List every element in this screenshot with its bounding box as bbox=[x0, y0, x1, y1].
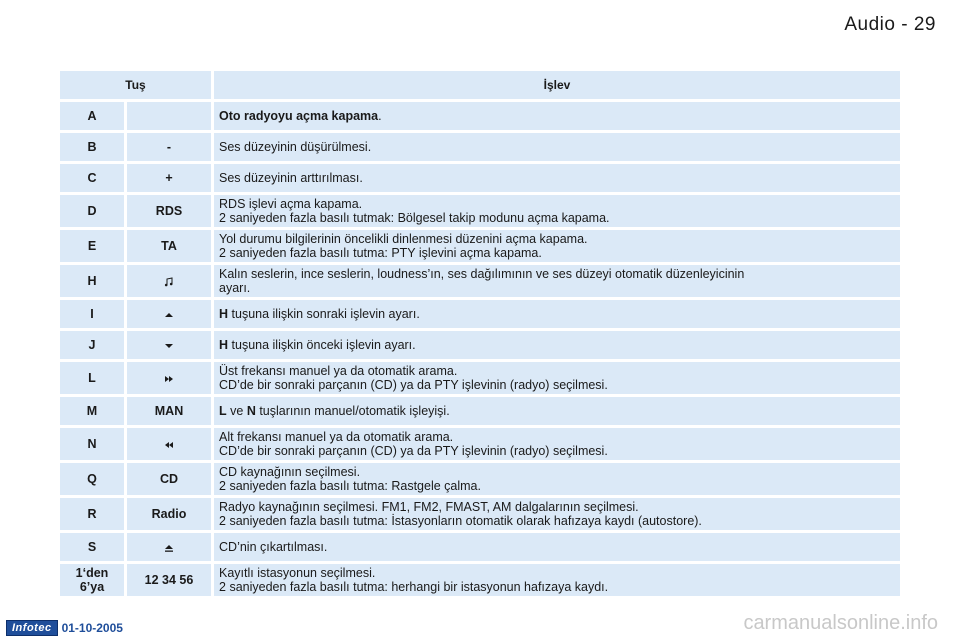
function-line-1: Yol durumu bilgilerinin öncelikli dinlenmesi düzenini açma kapama. bbox=[219, 232, 588, 246]
table-row bbox=[60, 195, 900, 227]
symbol-cell: Radio bbox=[127, 498, 211, 530]
function-bold: L bbox=[219, 404, 227, 418]
symbol-cell: 12 34 56 bbox=[127, 564, 211, 596]
table-row bbox=[60, 133, 900, 161]
function-text: tuşuna ilişkin önceki işlevin ayarı. bbox=[228, 338, 416, 352]
table-row bbox=[60, 463, 900, 495]
key-cell: R bbox=[60, 498, 124, 530]
function-cell: CD’nin çıkartılması. bbox=[214, 533, 900, 561]
table-row bbox=[60, 533, 900, 561]
table-row bbox=[60, 498, 900, 530]
function-line-2: 2 saniyeden fazla basılı tutma: Rastgele çalma. bbox=[219, 479, 481, 493]
function-cell bbox=[214, 463, 900, 495]
function-line-2: CD’de bir sonraki parçanın (CD) ya da PTY işlevinin (radyo) seçilmesi. bbox=[219, 378, 608, 392]
function-cell bbox=[214, 195, 900, 227]
functions-table bbox=[57, 68, 903, 599]
key-cell: B bbox=[60, 133, 124, 161]
table-row bbox=[60, 331, 900, 359]
symbol-cell bbox=[127, 265, 211, 297]
key-cell: I bbox=[60, 300, 124, 328]
key-cell: A bbox=[60, 102, 124, 130]
key-cell: H bbox=[60, 265, 124, 297]
eject-icon bbox=[164, 543, 174, 553]
watermark: carmanualsonline.info bbox=[743, 612, 938, 634]
function-line-2: CD’de bir sonraki parçanın (CD) ya da PTY işlevinin (radyo) seçilmesi. bbox=[219, 444, 608, 458]
page-title: Audio - 29 bbox=[844, 14, 936, 35]
key-cell: C bbox=[60, 164, 124, 192]
function-cell bbox=[214, 331, 900, 359]
function-cell bbox=[214, 564, 900, 596]
function-text: tuşuna ilişkin sonraki işlevin ayarı. bbox=[228, 307, 420, 321]
function-bold: H bbox=[219, 307, 229, 321]
table-row bbox=[60, 428, 900, 460]
table-row bbox=[60, 362, 900, 394]
table-row bbox=[60, 300, 900, 328]
function-line-2: 2 saniyeden fazla basılı tutmak: Bölgesel takip modunu açma kapama. bbox=[219, 211, 610, 225]
table-row bbox=[60, 265, 900, 297]
function-cell bbox=[214, 265, 900, 297]
symbol-cell: MAN bbox=[127, 397, 211, 425]
function-bold: Oto radyoyu açma kapama bbox=[219, 109, 379, 123]
function-line-1: Radyo kaynağının seçilmesi. FM1, FM2, FMAST, AM dalgalarının seçilmesi. bbox=[219, 500, 639, 514]
function-cell bbox=[214, 102, 900, 130]
symbol-cell bbox=[127, 102, 211, 130]
function-cell bbox=[214, 428, 900, 460]
key-cell bbox=[60, 564, 124, 596]
function-line-2: ayarı. bbox=[219, 281, 251, 295]
function-line-2: 2 saniyeden fazla basılı tutma: herhangi bir istasyonun hafızaya kaydı. bbox=[219, 580, 609, 594]
footer bbox=[6, 620, 123, 636]
rewind-icon bbox=[164, 440, 174, 450]
key-cell: L bbox=[60, 362, 124, 394]
function-bold-2: N bbox=[246, 404, 256, 418]
symbol-cell: RDS bbox=[127, 195, 211, 227]
function-text: . bbox=[378, 109, 382, 123]
key-cell: E bbox=[60, 230, 124, 262]
key-line-2: 6’ya bbox=[79, 580, 105, 594]
function-line-1: Üst frekansı manuel ya da otomatik arama. bbox=[219, 364, 458, 378]
key-cell: J bbox=[60, 331, 124, 359]
arrow-down-icon bbox=[164, 341, 174, 351]
column-header-function: İşlev bbox=[214, 71, 900, 99]
function-cell bbox=[214, 362, 900, 394]
function-line-1: RDS işlevi açma kapama. bbox=[219, 197, 363, 211]
table-row bbox=[60, 397, 900, 425]
table-row bbox=[60, 230, 900, 262]
symbol-cell: - bbox=[127, 133, 211, 161]
arrow-up-icon bbox=[164, 310, 174, 320]
key-cell: Q bbox=[60, 463, 124, 495]
symbol-cell: + bbox=[127, 164, 211, 192]
symbol-cell bbox=[127, 331, 211, 359]
function-bold: H bbox=[219, 338, 229, 352]
music-note-icon bbox=[164, 277, 174, 287]
function-text-mid: ve bbox=[226, 404, 247, 418]
table-row bbox=[60, 164, 900, 192]
function-text: tuşlarının manuel/otomatik işleyişi. bbox=[255, 404, 450, 418]
symbol-cell: CD bbox=[127, 463, 211, 495]
key-cell: S bbox=[60, 533, 124, 561]
function-cell bbox=[214, 498, 900, 530]
symbol-cell bbox=[127, 300, 211, 328]
table-header-row bbox=[60, 71, 900, 99]
function-cell: Ses düzeyinin düşürülmesi. bbox=[214, 133, 900, 161]
key-cell: N bbox=[60, 428, 124, 460]
key-line-1: 1‘den bbox=[75, 566, 109, 580]
infotec-logo: Infotec bbox=[6, 620, 58, 636]
function-line-1: Kayıtlı istasyonun seçilmesi. bbox=[219, 566, 376, 580]
function-line-1: Kalın seslerin, ince seslerin, loudness’ın, ses dağılımının ve ses düzeyi otomatik düzenleyicinin bbox=[219, 267, 745, 281]
table-row bbox=[60, 564, 900, 596]
function-line-1: CD kaynağının seçilmesi. bbox=[219, 465, 361, 479]
function-line-2: 2 saniyeden fazla basılı tutma: PTY işlevini açma kapama. bbox=[219, 246, 542, 260]
key-cell: M bbox=[60, 397, 124, 425]
function-cell bbox=[214, 230, 900, 262]
symbol-cell bbox=[127, 428, 211, 460]
column-header-key: Tuş bbox=[60, 71, 211, 99]
function-cell: Ses düzeyinin arttırılması. bbox=[214, 164, 900, 192]
key-cell: D bbox=[60, 195, 124, 227]
function-cell bbox=[214, 397, 900, 425]
function-line-2: 2 saniyeden fazla basılı tutma: İstasyonların otomatik olarak hafızaya kaydı (autostore). bbox=[219, 514, 702, 528]
fast-forward-icon bbox=[164, 374, 174, 384]
symbol-cell bbox=[127, 533, 211, 561]
footer-date: 01-10-2005 bbox=[61, 621, 123, 635]
symbol-cell: TA bbox=[127, 230, 211, 262]
function-cell bbox=[214, 300, 900, 328]
symbol-cell bbox=[127, 362, 211, 394]
table-row bbox=[60, 102, 900, 130]
function-line-1: Alt frekansı manuel ya da otomatik arama. bbox=[219, 430, 454, 444]
